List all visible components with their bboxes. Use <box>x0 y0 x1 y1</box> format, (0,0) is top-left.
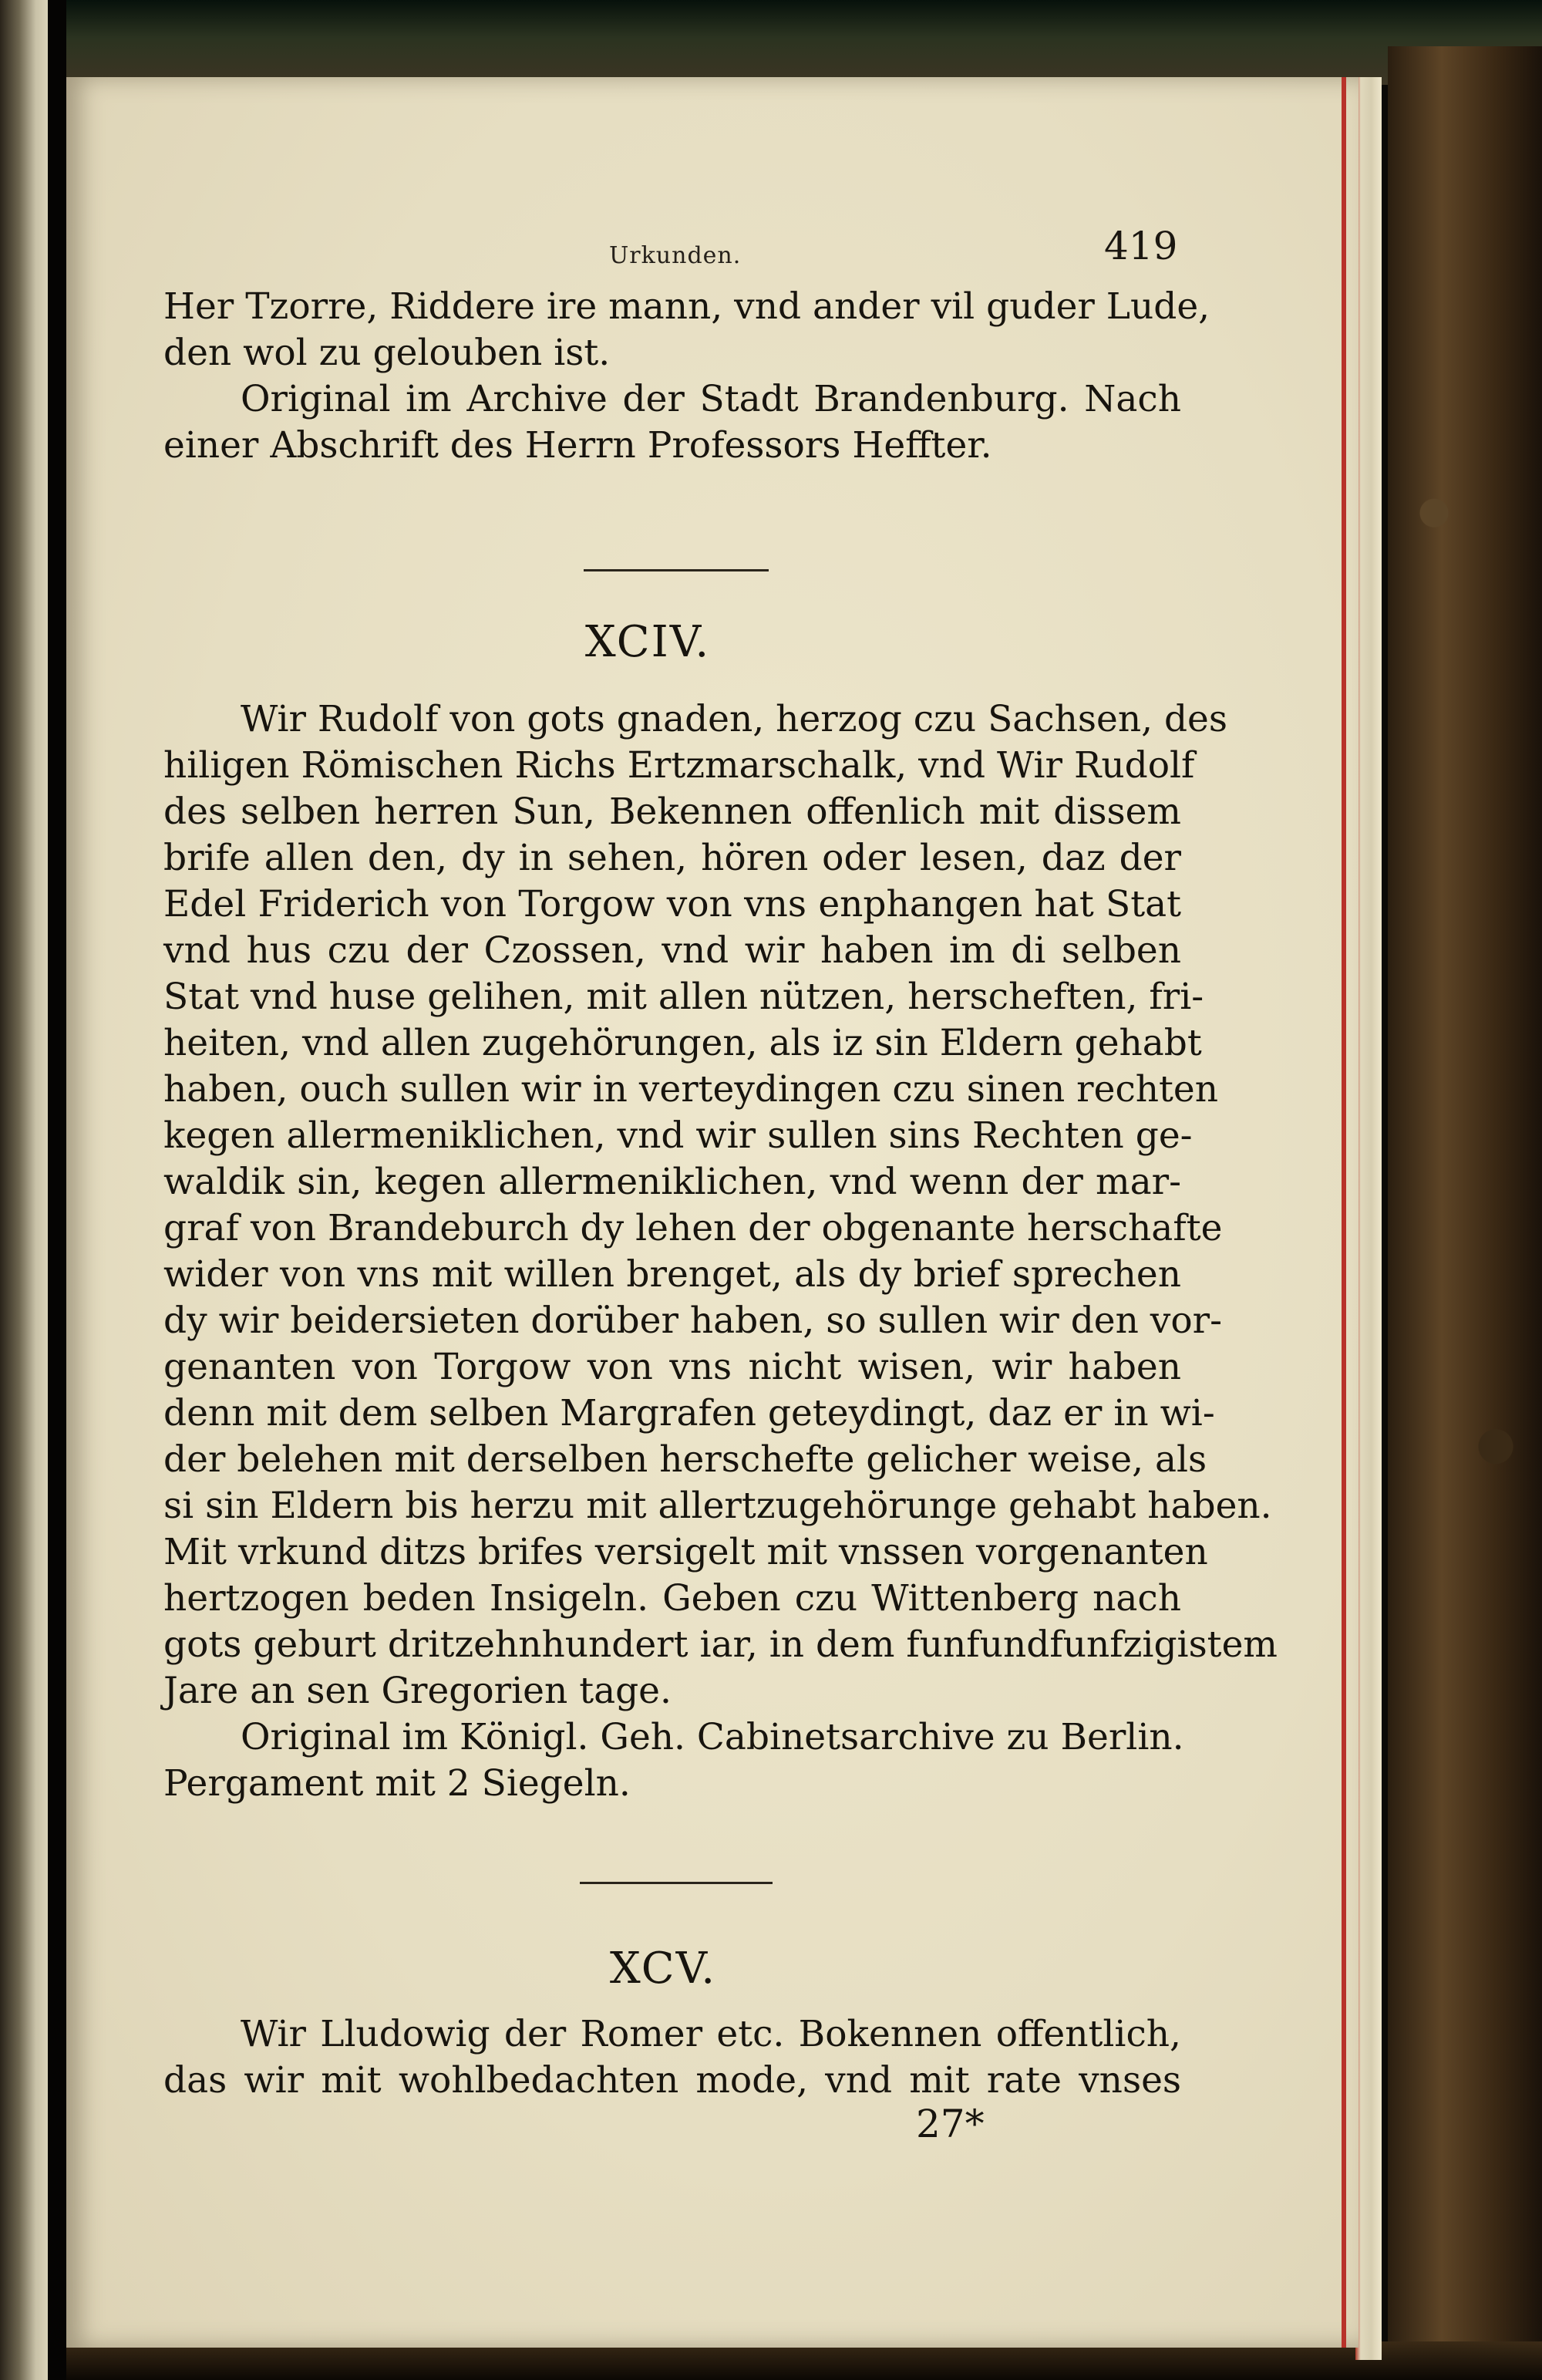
text-line: Wir Lludowig der Romer etc. Bokennen offentlich, <box>241 2013 1181 2055</box>
text-line: einer Abschrift des Herrn Professors Heffter. <box>163 424 992 467</box>
text-line: wider von vns mit willen brenget, als dy brief sprechen <box>163 1253 1181 1296</box>
book-cover-top <box>66 0 1542 85</box>
text-line: Wir Rudolf von gots gnaden, herzog czu Sachsen, des <box>241 698 1227 740</box>
text-line: des selben herren Sun, Bekennen offenlich mit dissem <box>163 791 1181 833</box>
text-line: genanten von Torgow von vns nicht wisen, wir haben <box>163 1346 1181 1388</box>
signature-mark: 27* <box>916 2102 985 2146</box>
text-line: Jare an sen Gregorien tage. <box>163 1670 672 1712</box>
text-line: das wir mit wohlbedachten mode, vnd mit rate vnses <box>163 2059 1181 2102</box>
red-page-edge <box>1342 77 1346 2348</box>
text-line: Mit vrkund ditzs brifes versigelt mit vnssen vorgenanten <box>163 1531 1208 1573</box>
page-edges <box>1355 77 1382 2360</box>
text-line: kegen allermeniklichen, vnd wir sullen sins Rechten ge- <box>163 1114 1193 1157</box>
text-line: waldik sin, kegen allermeniklichen, vnd wenn der mar- <box>163 1161 1181 1203</box>
text-line: dy wir beidersieten dorüber haben, so sullen wir den vor- <box>163 1300 1223 1342</box>
left-page-leaf <box>0 0 48 2380</box>
text-line: haben, ouch sullen wir in verteydingen czu sinen rechten <box>163 1068 1219 1111</box>
text-line: hiligen Römischen Richs Ertzmarschalk, vnd Wir Rudolf <box>163 744 1195 787</box>
text-line: Original im Königl. Geh. Cabinetsarchive zu Berlin. <box>241 1716 1184 1758</box>
book-cover-right <box>1388 46 1542 2380</box>
text-line: heiten, vnd allen zugehörungen, als iz sin Eldern gehabt <box>163 1022 1202 1064</box>
section-title: XCV. <box>609 1943 717 1994</box>
text-line: brife allen den, dy in sehen, hören oder lesen, daz der <box>163 837 1181 879</box>
running-header: Urkunden. <box>609 242 742 269</box>
section-separator <box>580 1882 773 1884</box>
text-line: si sin Eldern bis herzu mit allertzugehörunge gehabt haben. <box>163 1485 1272 1527</box>
text-line: vnd hus czu der Czossen, vnd wir haben im di selben <box>163 929 1181 972</box>
section-title: XCIV. <box>584 617 711 667</box>
book-gutter <box>48 0 66 2380</box>
text-line: den wol zu gelouben ist. <box>163 332 611 374</box>
text-line: denn mit dem selben Margrafen geteydingt, daz er in wi- <box>163 1392 1215 1434</box>
text-line: Edel Friderich von Torgow von vns enphangen hat Stat <box>163 883 1181 925</box>
text-line: Stat vnd huse gelihen, mit allen nützen, herscheften, fri- <box>163 976 1204 1018</box>
text-line: hertzogen beden Insigeln. Geben czu Wittenberg nach <box>163 1577 1181 1620</box>
text-line: Pergament mit 2 Siegeln. <box>163 1762 631 1805</box>
text-line: der belehen mit derselben herschefte gelicher weise, als <box>163 1438 1207 1481</box>
text-line: Her Tzorre, Riddere ire mann, vnd ander vil guder Lude, <box>163 285 1210 328</box>
text-line: gots geburt dritzehnhundert iar, in dem funfundfunfzigistem <box>163 1623 1278 1666</box>
text-line: Original im Archive der Stadt Brandenburg. Nach <box>241 378 1181 420</box>
page-number: 419 <box>1104 224 1178 268</box>
section-separator <box>584 569 769 571</box>
text-line: graf von Brandeburch dy lehen der obgenante herschafte <box>163 1207 1223 1249</box>
